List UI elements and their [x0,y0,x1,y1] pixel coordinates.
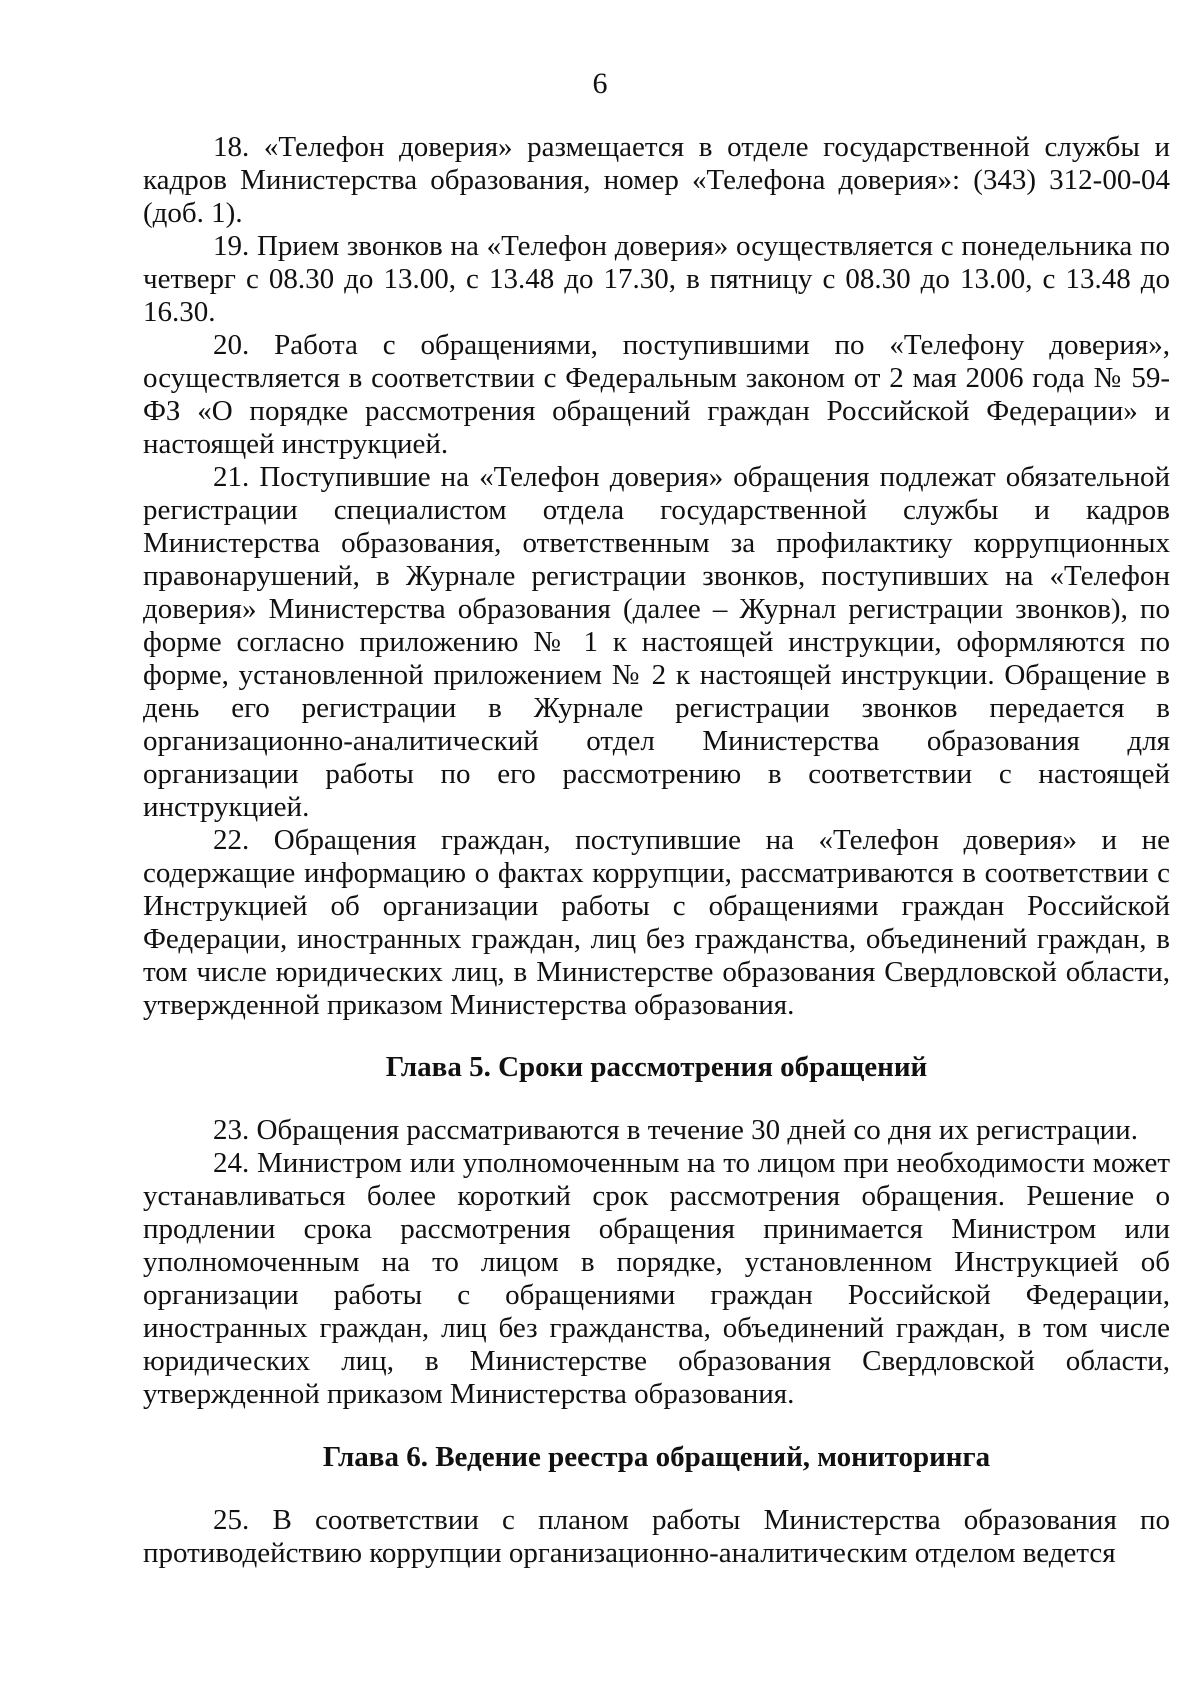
chapter-5-heading: Глава 5. Сроки рассмотрения обращений [385,1051,928,1083]
paragraph-21: 21. Поступившие на «Телефон доверия» обращения подлежат обязательной регистрации специалистом отдела государственной службы и кадров Министерства образования, ответственным за профилактику коррупционных правонарушений, в Журнале регистрации звонков, поступивших на «Телефон доверия» Министерства образования (далее – Журнал регистрации звонков), по форме согласно приложению № 1 к настоящей инструкции, оформляются по форме, установленной приложением № 2 к настоящей инструкции. Обращение в день его регистрации в Журнале регистрации звонков передается в организационно-аналитический отдел Министерства образования для организации работы по его рассмотрению в соответствии с настоящей инструкцией. [143,461,1170,823]
paragraph-22: 22. Обращения граждан, поступившие на «Телефон доверия» и не содержащие информацию о фактах коррупции, рассматриваются в соответствии с Инструкцией об организации работы с обращениями граждан Российской Федерации, иностранных граждан, лиц без гражданства, объединений граждан, в том числе юридических лиц, в Министерстве образования Свердловской области, утвержденной приказом Министерства образования. [143,824,1170,1021]
document-body [143,131,1170,1570]
chapter-6-heading: Глава 6. Ведение реестра обращений, мониторинга [322,1441,991,1473]
page-number: 6 [592,67,608,100]
paragraph-25: 25. В соответствии с планом работы Министерства образования по противодействию коррупции организационно-аналитическим отделом ведется [143,1504,1170,1569]
paragraph-19: 19. Прием звонков на «Телефон доверия» осуществляется с понедельника по четверг с 08.30 до 13.00, с 13.48 до 17.30, в пятницу с 08.30 до 13.00, с 13.48 до 16.30. [143,230,1170,328]
paragraph-18: 18. «Телефон доверия» размещается в отделе государственной службы и кадров Министерства образования, номер «Телефона доверия»: (343) 312-00-04 (доб. 1). [143,131,1170,229]
paragraph-24: 24. Министром или уполномоченным на то лицом при необходимости может устанавливаться более короткий срок рассмотрения обращения. Решение о продлении срока рассмотрения обращения принимается Министром или уполномоченным на то лицом в порядке, установленном Инструкцией об организации работы с обращениями граждан Российской Федерации, иностранных граждан, лиц без гражданства, объединений граждан, в том числе юридических лиц, в Министерстве образования Свердловской области, утвержденной приказом Министерства образования. [143,1147,1170,1410]
paragraph-23: 23. Обращения рассматриваются в течение 30 дней со дня их регистрации. [213,1114,1138,1146]
paragraph-20: 20. Работа с обращениями, поступившими по «Телефону доверия», осуществляется в соответствии с Федеральным законом от 2 мая 2006 года № 59-ФЗ «О порядке рассмотрения обращений граждан Российской Федерации» и настоящей инструкцией. [143,329,1170,460]
